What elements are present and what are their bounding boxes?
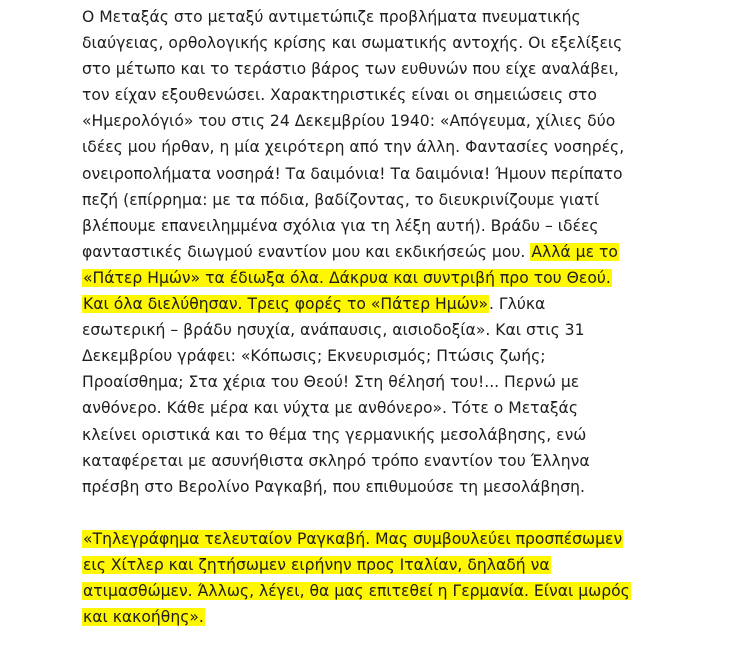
highlighted-text: «Πάτερ Ημών» τα έδιωξα όλα. Δάκρυα και συντριβή προ του Θεού.	[83, 268, 611, 287]
text-line: πεζή (επίρρημα: με τα πόδια, βαδίζοντας, το διευκρινίζουμε γιατί	[82, 190, 600, 209]
text-line	[82, 526, 710, 552]
highlighted-text: ατιμασθώμεν. Άλλως, λέγει, θα μας επιτεθεί η Γερμανία. Είναι μωρός	[83, 581, 630, 600]
text-line: εσωτερική – βράδυ ησυχία, ανάπαυσις, αισιοδοξία». Και στις 31	[82, 321, 585, 340]
text-line: Δεκεμβρίου γράφει: «Κόπωσις; Εκνευρισμός; Πτώσις ζωής;	[82, 347, 546, 366]
text-line: «Ημερολόγιό» του στις 24 Δεκεμβρίου 1940: «Απόγευμα, χίλιες δύο	[82, 112, 616, 131]
text-line: βλέπουμε επανειλημμένα σχόλια για τη λέξη αυτή). Βράδυ – ιδέες	[82, 216, 599, 235]
text-line	[82, 239, 710, 265]
text-segment: φανταστικές διωγμού εναντίον μου και εκδικήσεώς μου.	[82, 242, 531, 261]
highlighted-text: «Τηλεγράφημα τελευταίον Ραγκαβή. Μας συμβουλεύει προσπέσωμεν	[83, 529, 623, 548]
text-line: ιδέες μου ήρθαν, η μία χειρότερη από την άλλη. Φαντασίες νοσηρές,	[82, 138, 625, 157]
text-line: ονειροπολήματα νοσηρά! Τα δαιμόνια! Τα δαιμόνια! Ήμουν περίπατο	[82, 164, 623, 183]
text-line	[82, 265, 710, 291]
text-line	[82, 604, 710, 630]
text-line: τον είχαν εξουθενώσει. Χαρακτηριστικές είναι οι σημειώσεις στο	[82, 86, 597, 105]
paragraph-telegram-quote	[82, 526, 710, 630]
article-body	[82, 4, 710, 630]
text-line: Προαίσθημα; Στα χέρια του Θεού! Στη θέλησή του!... Περνώ με	[82, 373, 580, 392]
text-line	[82, 552, 710, 578]
highlighted-text: Και όλα διελύθησαν. Τρεις φορές το «Πάτερ Ημών»	[83, 295, 489, 314]
text-line	[82, 578, 710, 604]
text-line: καταφέρεται με ασυνήθιστα σκληρό τρόπο εναντίον του Έλληνα	[82, 451, 590, 470]
text-line: Ο Μεταξάς στο μεταξύ αντιμετώπιζε προβλήματα πνευματικής	[82, 8, 581, 26]
text-line: διαύγειας, ορθολογικής κρίσης και σωματικής αντοχής. Οι εξελίξεις	[82, 34, 623, 53]
text-line: κλείνει οριστικά και το θέμα της γερμανικής μεσολάβησης, ενώ	[82, 425, 587, 444]
paragraph-metaxas-diary	[82, 4, 710, 500]
highlighted-text: Αλλά με το	[531, 242, 618, 261]
text-line: ανθόνερο. Κάθε μέρα και νύχτα με ανθόνερο». Τότε ο Μεταξάς	[82, 399, 578, 418]
highlighted-text: και κακοήθης».	[83, 608, 204, 627]
text-line: πρέσβη στο Βερολίνο Ραγκαβή, που επιθυμούσε τη μεσολάβηση.	[82, 477, 585, 496]
text-segment: . Γλύκα	[489, 295, 546, 314]
highlighted-text: εις Χίτλερ και ζητήσωμεν ειρήνην προς Ιταλίαν, δηλαδή να	[83, 555, 550, 574]
text-line: στο μέτωπο και το τεράστιο βάρος των ευθυνών που είχε αναλάβει,	[82, 60, 619, 79]
text-line	[82, 291, 710, 317]
